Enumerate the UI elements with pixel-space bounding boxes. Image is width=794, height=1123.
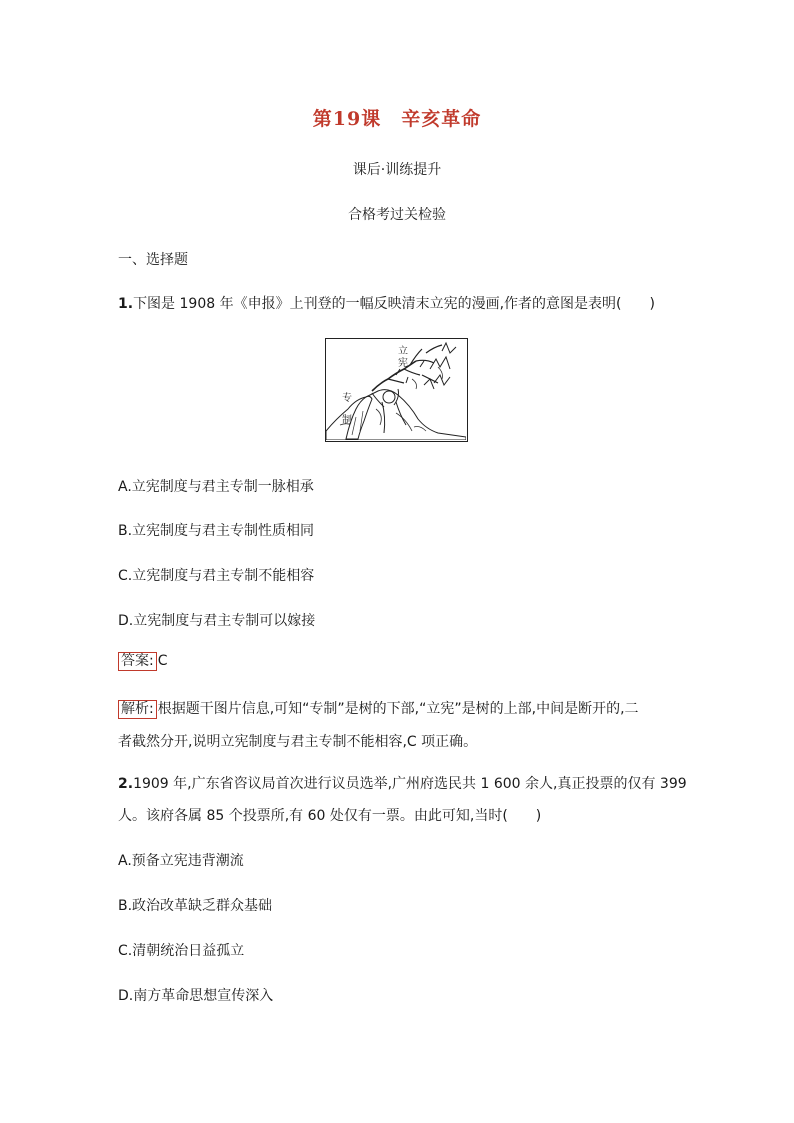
- question-1-option-c: C.立宪制度与君主专制不能相容: [118, 568, 315, 584]
- section-label: 合格考过关检验: [348, 207, 446, 223]
- question-2-stem-line-1: [118, 773, 687, 793]
- question-1-analysis-line-1: [118, 698, 639, 719]
- question-1-option-b: B.立宪制度与君主专制性质相同: [118, 523, 315, 539]
- question-stem-text: 下图是 1908 年《申报》上刊登的一幅反映清末立宪的漫画,作者的意图是表明( ): [133, 296, 655, 312]
- answer-tag: 答案:: [118, 652, 157, 671]
- question-2-stem-line-2: 人。该府各属 85 个投票所,有 60 处仅有一票。由此可知,当时( ): [118, 808, 542, 824]
- question-2-option-a: A.预备立宪违背潮流: [118, 853, 244, 869]
- question-1-option-d: D.立宪制度与君主专制可以嫁接: [118, 613, 316, 629]
- question-number: 1.: [118, 296, 134, 312]
- question-1-option-a: A.立宪制度与君主专制一脉相承: [118, 479, 314, 495]
- subtitle: 课后·训练提升: [352, 162, 442, 178]
- figure-label-li: 立: [398, 346, 408, 357]
- question-number: 2.: [118, 776, 134, 792]
- figure-label-zhi: 制: [342, 415, 352, 426]
- answer-value: C: [157, 653, 168, 669]
- question-stem-text: 1909 年,广东省咨议局首次进行议员选举,广州府选民共 1 600 余人,真正投票的仅有 399: [133, 776, 687, 792]
- question-1-stem: [118, 293, 655, 313]
- question-1-analysis-line-2: 者截然分开,说明立宪制度与君主专制不能相容,C 项正确。: [118, 734, 478, 750]
- question-2-option-c: C.清朝统治日益孤立: [118, 943, 245, 959]
- question-2-option-d: D.南方革命思想宣传深入: [118, 988, 274, 1004]
- question-1-answer: [118, 652, 168, 671]
- cartoon-figure: [325, 338, 468, 442]
- part-heading: 一、选择题: [118, 252, 188, 268]
- analysis-tag: 解析:: [118, 700, 157, 719]
- lesson-title: 第19课 辛亥革命: [312, 108, 482, 130]
- analysis-text: 根据题干图片信息,可知“专制”是树的下部,“立宪”是树的上部,中间是断开的,二: [157, 701, 639, 717]
- figure-label-xian: 宪: [398, 358, 408, 369]
- question-2-option-b: B.政治改革缺乏群众基础: [118, 898, 273, 914]
- figure-label-zhuan: 专: [342, 393, 352, 404]
